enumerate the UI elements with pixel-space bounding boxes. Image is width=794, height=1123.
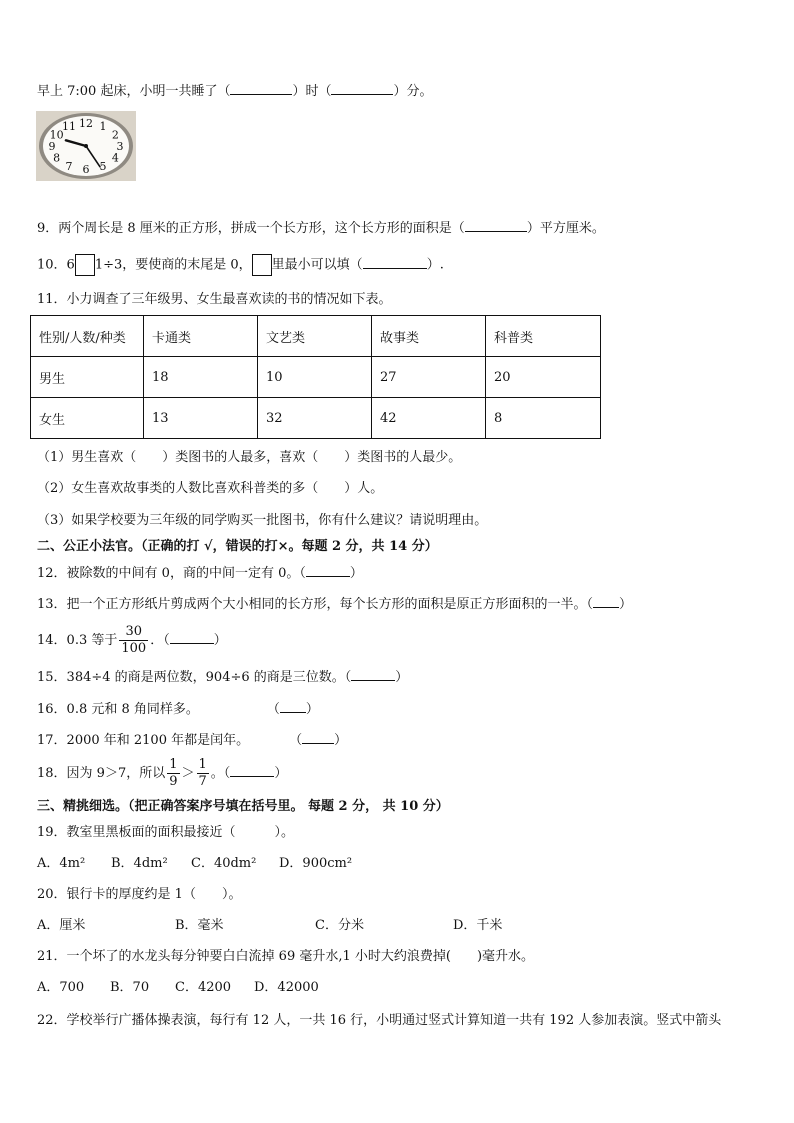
option-c[interactable]: C．40dm² — [191, 856, 257, 871]
question-9: 9．两个周长是 8 厘米的正方形，拼成一个长方形，这个长方形的面积是（ ）平方厘米。 — [37, 221, 605, 236]
table-cell: 8 — [486, 398, 601, 439]
clock-numeral: 2 — [111, 128, 119, 142]
option-c[interactable]: C．分米 — [315, 918, 364, 933]
clock-numeral: 6 — [82, 163, 90, 176]
question-20: 20．银行卡的厚度约是 1（ ）。 — [37, 887, 242, 902]
answer-blank-q10[interactable] — [363, 256, 427, 269]
answer-blank-q14[interactable] — [170, 631, 214, 644]
digit-box-ref — [252, 254, 272, 276]
table-header: 科普类 — [486, 316, 601, 357]
question-11-intro: 11．小力调查了三年级男、女生最喜欢读的书的情况如下表。 — [37, 292, 392, 307]
question-17: 17．2000 年和 2100 年都是闰年。 （ ） — [37, 733, 348, 748]
question-22: 22．学校举行广播体操表演，每行有 12 人，一共 16 行，小明通过竖式计算知道一共有 192 人参加表演。竖式中箭头 — [37, 1013, 722, 1028]
question-16: 16．0.8 元和 8 角同样多。 （ ） — [37, 702, 319, 717]
option-b[interactable]: B．70 — [110, 980, 150, 995]
section-3-title: 三、精挑细选。（把正确答案序号填在括号里。 每题 2 分， 共 10 分） — [37, 799, 449, 814]
answer-blank-q17[interactable] — [302, 731, 334, 744]
table-header: 性别/人数/种类 — [31, 316, 144, 357]
clock-numeral: 8 — [53, 151, 61, 165]
question-11-part-1: （1）男生喜欢（ ）类图书的人最多，喜欢（ ）类图书的人最少。 — [37, 450, 462, 465]
answer-blank-q9[interactable] — [465, 219, 527, 232]
question-10: 10．6 1÷3，要使商的末尾是 0， 里最小可以填（ ）. — [37, 254, 444, 276]
table-header: 文艺类 — [258, 316, 372, 357]
answer-blank-q18[interactable] — [230, 764, 274, 777]
option-d[interactable]: D．900cm² — [279, 856, 353, 871]
option-d[interactable]: D．千米 — [453, 918, 503, 933]
question-20-options — [37, 917, 502, 935]
question-19-options — [37, 855, 352, 873]
question-11-part-2: （2）女生喜欢故事类的人数比喜欢科普类的多（ ）人。 — [37, 481, 384, 496]
option-a[interactable]: A．700 — [37, 980, 85, 995]
digit-box[interactable] — [75, 254, 95, 276]
option-d[interactable]: D．42000 — [254, 980, 319, 995]
question-14: 14．0.3 等于 $\frac{30}{100}$ ．（ ） — [37, 624, 227, 656]
question-8: 早上 7:00 起床，小明一共睡了（ ）时（ ）分。 — [37, 84, 433, 99]
clock-numeral: 7 — [65, 159, 73, 173]
clock-center — [84, 144, 88, 148]
question-19: 19．教室里黑板面的面积最接近（ ）。 — [37, 825, 295, 840]
option-b[interactable]: B．4dm² — [111, 856, 168, 871]
section-2-title: 二、公正小法官。（正确的打 √，错误的打×。每题 2 分，共 14 分） — [37, 539, 438, 554]
question-21-options — [37, 979, 319, 997]
table-cell: 20 — [486, 357, 601, 398]
table-header: 卡通类 — [144, 316, 258, 357]
question-12: 12．被除数的中间有 0，商的中间一定有 0。（ ） — [37, 566, 363, 581]
table-row — [31, 357, 601, 398]
clock-numeral: 3 — [116, 140, 124, 153]
answer-blank-hours[interactable] — [230, 82, 292, 95]
fraction-1-7: $\frac{1}{7}$ — [198, 757, 207, 789]
answer-blank-q13[interactable] — [593, 595, 619, 608]
answer-blank-q15[interactable] — [351, 668, 395, 681]
table-cell: 27 — [372, 357, 486, 398]
clock-numeral: 4 — [111, 151, 119, 165]
question-21: 21．一个坏了的水龙头每分钟要白白流掉 69 毫升水,1 小时大约浪费掉( )毫升水。 — [37, 949, 535, 964]
row-label: 男生 — [31, 357, 144, 398]
clock-numeral: 12 — [79, 117, 93, 130]
option-a[interactable]: A．4m² — [37, 856, 86, 871]
question-15: 15．384÷4 的商是两位数，904÷6 的商是三位数。（ ） — [37, 670, 409, 685]
fraction-30-100: $\frac{30}{100}$ — [121, 624, 147, 656]
question-18: 18．因为 9＞7，所以 $\frac{1}{9}$ ＞ $\frac{1}{7}$ 。（ ） — [37, 757, 288, 789]
row-label: 女生 — [31, 398, 144, 439]
option-c[interactable]: C．4200 — [175, 980, 232, 995]
survey-table — [30, 315, 601, 439]
clock-numeral: 11 — [62, 120, 76, 134]
table-cell: 10 — [258, 357, 372, 398]
table-cell: 42 — [372, 398, 486, 439]
answer-blank-minutes[interactable] — [331, 82, 393, 95]
clock-numeral: 10 — [49, 128, 64, 142]
table-header-row — [31, 316, 601, 357]
option-b[interactable]: B．毫米 — [175, 918, 224, 933]
answer-blank-q12[interactable] — [306, 564, 350, 577]
table-cell: 18 — [144, 357, 258, 398]
clock-numeral: 9 — [48, 140, 56, 153]
clock-numeral: 5 — [99, 159, 107, 173]
question-13: 13．把一个正方形纸片剪成两个大小相同的长方形，每个长方形的面积是原正方形面积的一半。（ ） — [37, 597, 633, 612]
fraction-1-9: $\frac{1}{9}$ — [169, 757, 178, 789]
table-cell: 32 — [258, 398, 372, 439]
clock-numeral: 1 — [99, 120, 107, 134]
clock-figure — [36, 111, 136, 181]
option-a[interactable]: A．厘米 — [37, 918, 86, 933]
table-header: 故事类 — [372, 316, 486, 357]
question-11-part-3: （3）如果学校要为三年级的同学购买一批图书，你有什么建议？请说明理由。 — [37, 513, 488, 528]
table-row — [31, 398, 601, 439]
table-cell: 13 — [144, 398, 258, 439]
answer-blank-q16[interactable] — [280, 700, 306, 713]
